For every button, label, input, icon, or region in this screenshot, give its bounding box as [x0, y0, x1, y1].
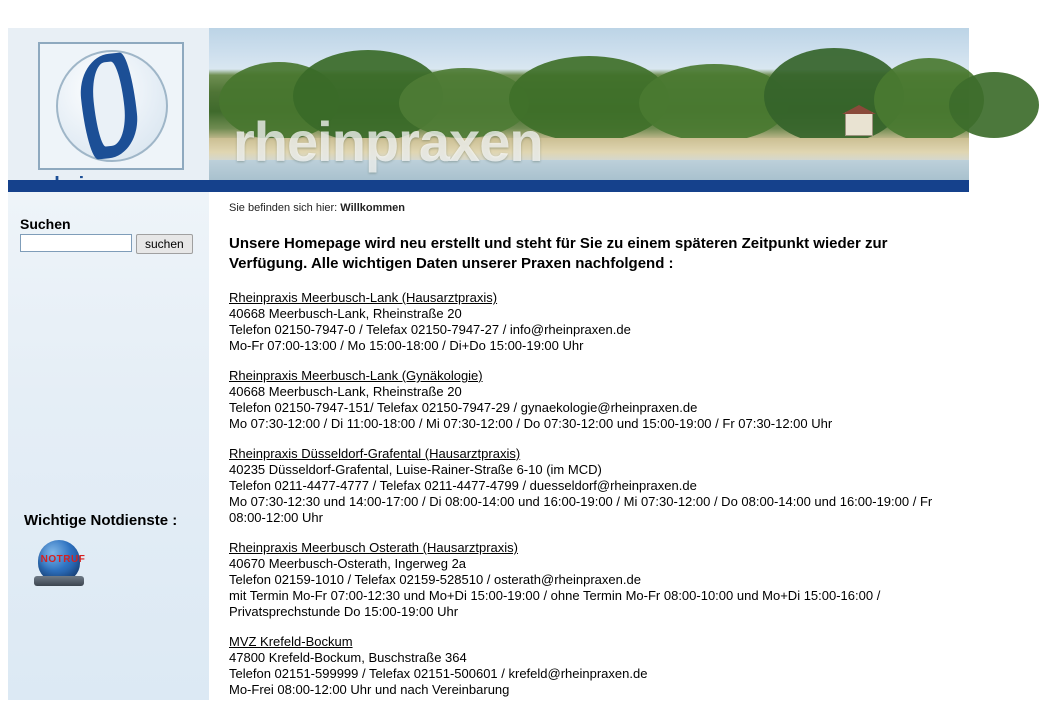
practice-entry [229, 634, 945, 698]
search-form [20, 234, 193, 254]
site-header [8, 28, 969, 180]
practice-contact: Telefon 02159-1010 / Telefax 02159-528510 / osterath@rheinpraxen.de [229, 572, 641, 587]
page-top-margin [0, 0, 977, 28]
practice-name[interactable]: Rheinpraxis Düsseldorf-Grafental (Hausarztpraxis) [229, 446, 521, 461]
tree-foliage-icon [949, 72, 1039, 138]
header-divider-bar [8, 180, 969, 192]
practice-name[interactable]: Rheinpraxis Meerbusch Osterath (Hausarztpraxis) [229, 540, 518, 555]
search-button[interactable]: suchen [136, 234, 193, 254]
header-photo [209, 28, 969, 180]
practice-address: 40235 Düsseldorf-Grafental, Luise-Rainer-Straße 6-10 (im MCD) [229, 462, 602, 477]
practice-entry [229, 368, 945, 432]
practice-hours: Mo-Frei 08:00-12:00 Uhr und nach Vereinbarung [229, 682, 510, 697]
search-input[interactable] [20, 234, 132, 252]
breadcrumb-prefix: Sie befinden sich hier: [229, 202, 338, 214]
sidebar [8, 192, 210, 700]
practice-entry [229, 446, 945, 526]
practice-hours: Mo-Fr 07:00-13:00 / Mo 15:00-18:00 / Di+Do 15:00-19:00 Uhr [229, 338, 584, 353]
practice-address: 47800 Krefeld-Bockum, Buschstraße 364 [229, 650, 467, 665]
practice-contact: Telefon 0211-4477-4777 / Telefax 0211-4477-4799 / duesseldorf@rheinpraxen.de [229, 478, 697, 493]
practice-entry [229, 290, 945, 354]
practice-hours: mit Termin Mo-Fr 07:00-12:30 und Mo+Di 15:00-19:00 / ohne Termin Mo-Fr 08:00-10:00 und Mo+Di 15:00-16:00 / Privatsprechstunde Do 15:00-19:00 Uhr [229, 588, 881, 619]
practice-hours: Mo 07:30-12:30 und 14:00-17:00 / Di 08:00-14:00 und 16:00-19:00 / Mi 07:30-12:00 / Do 08:00-14:00 und 16:00-19:00 / Fr 08:00-12:00 Uhr [229, 494, 933, 525]
practice-contact: Telefon 02151-599999 / Telefax 02151-500601 / krefeld@rheinpraxen.de [229, 666, 648, 681]
page-left-margin [0, 0, 8, 700]
banner-title: rheinpraxen [233, 110, 543, 173]
notruf-icon[interactable] [24, 540, 102, 590]
main-body [229, 234, 945, 712]
practice-address: 40668 Meerbusch-Lank, Rheinstraße 20 [229, 306, 462, 321]
site-logo[interactable] [8, 28, 209, 180]
emergency-services-heading: Wichtige Notdienste : [24, 512, 178, 529]
practice-hours: Mo 07:30-12:00 / Di 11:00-18:00 / Mi 07:30-12:00 / Do 07:30-12:00 und 15:00-19:00 / Fr 07:30-12:00 Uhr [229, 416, 833, 431]
practice-address: 40668 Meerbusch-Lank, Rheinstraße 20 [229, 384, 462, 399]
practice-entry [229, 540, 945, 620]
practice-name[interactable]: Rheinpraxis Meerbusch-Lank (Gynäkologie) [229, 368, 483, 383]
practice-address: 40670 Meerbusch-Osterath, Ingerweg 2a [229, 556, 467, 571]
breadcrumb-current: Willkommen [340, 202, 405, 214]
search-heading: Suchen [20, 216, 71, 232]
main-content [209, 192, 969, 700]
practice-contact: Telefon 02150-7947-151/ Telefax 02150-7947-29 / gynaekologie@rheinpraxen.de [229, 400, 698, 415]
notruf-base-icon [34, 576, 84, 586]
page-headline: Unsere Homepage wird neu erstellt und steht für Sie zu einem späteren Zeitpunkt wieder zur Verfügung. Alle wichtigen Daten unserer Praxen nachfolgend : [229, 235, 888, 272]
breadcrumb [229, 202, 405, 214]
practice-name[interactable]: Rheinpraxis Meerbusch-Lank (Hausarztpraxis) [229, 290, 498, 305]
notruf-label: NOTRUF [40, 554, 86, 565]
house-icon [845, 112, 873, 136]
practice-contact: Telefon 02150-7947-0 / Telefax 02150-7947-27 / info@rheinpraxen.de [229, 322, 631, 337]
practice-name[interactable]: MVZ Krefeld-Bockum [229, 634, 353, 649]
